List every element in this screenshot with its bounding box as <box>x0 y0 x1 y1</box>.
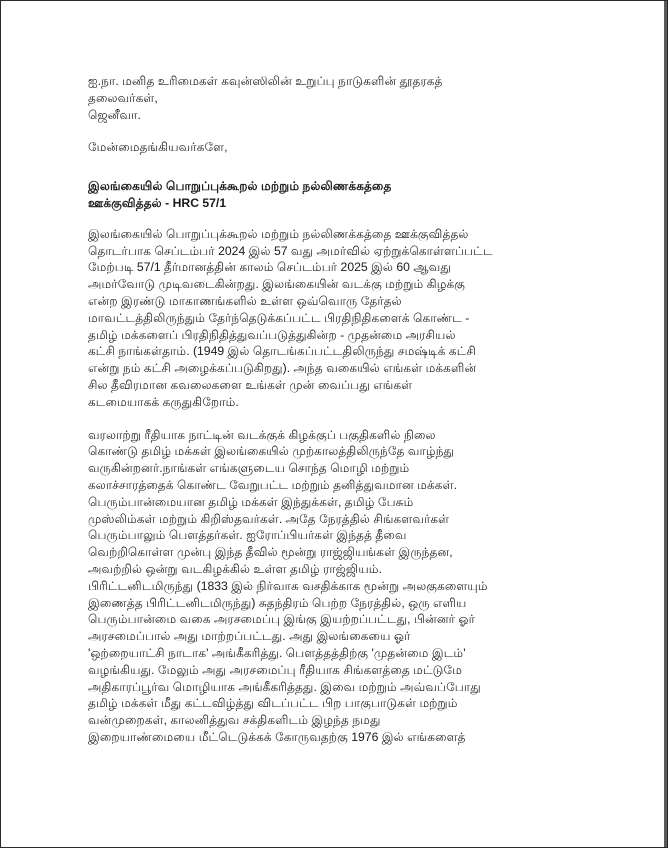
paragraph-2 <box>88 427 608 746</box>
paragraph-line: கொண்டு தமிழ் மக்கள் இலங்கையில் முற்காலத்திலிருந்தே வாழ்ந்து <box>88 444 455 459</box>
paragraph-line: 'ஒற்றையாட்சி நாடாக' அங்கீகரித்து. பௌத்தத்திற்கு 'முதன்மை இடம்' <box>88 645 466 660</box>
address-line: தலைவர்கள், <box>88 90 158 105</box>
address-line: ஐ.நா. மனித உரிமைகள் கவுன்ஸிலின் உறுப்பு நாடுகளின் தூதரகத் <box>88 74 443 88</box>
letter-subject-heading <box>88 178 608 212</box>
paragraph-line: முஸ்லிம்கள் மற்றும் கிறிஸ்தவர்கள். அதே நேரத்தில் சிங்களவர்கள் <box>88 511 450 526</box>
paragraph-line: இலங்கையில் பொறுப்புக்கூறல் மற்றும் நல்லிணக்கத்தை ஊக்குவித்தல் <box>88 226 469 241</box>
paragraph-line: வன்முறைகள், காலனித்துவ சக்திகளிடம் இழந்த நமது <box>88 713 381 728</box>
paragraph-line: இறையாண்மையை மீட்டெடுக்கக் கோருவதற்கு 1976 இல் எங்களைத் <box>88 729 466 744</box>
paragraph-line: அவற்றில் ஒன்று வடகிழக்கில் உள்ள தமிழ் ராஜ்ஜியம். <box>88 561 382 576</box>
address-block <box>88 73 608 123</box>
letter-body <box>88 73 608 746</box>
paragraph-line: பெரும்பான்மையான தமிழ் மக்கள் இந்துக்கள், தமிழ் பேசும் <box>88 494 414 509</box>
paragraph-line: மாவட்டத்திலிருந்தும் தேர்ந்தெடுக்கப்பட்ட பிரதிநிதிகளைக் கொண்ட - <box>88 310 470 325</box>
paragraph-line: சில தீவிரமான கவலைகளை உங்கள் முன் வைப்பது எங்கள் <box>88 377 413 392</box>
paragraph-line: அதிகாரப்பூர்வ மொழியாக அங்கீகரித்தது. இவை மற்றும் அவ்வப்போது <box>88 679 481 694</box>
paragraph-line: கட்சி நாங்கள்தாம். (1949 இல் தொடங்கப்பட்டதிலிருந்து சமஷ்டிக் கட்சி <box>88 344 476 359</box>
paragraph-line: என்ற இரண்டு மாகாணங்களில் உள்ள ஒவ்வொரு தேர்தல் <box>88 293 402 308</box>
heading-line: இலங்கையில் பொறுப்புக்கூறல் மற்றும் நல்லிணக்கத்தை <box>88 179 392 194</box>
paragraph-line: பிரிட்டனிடமிருந்து (1833 இல் நிர்வாக வசதிக்காக மூன்று அலகுகளையும் <box>88 578 488 593</box>
paragraph-line: வருகின்றனர்.நாங்கள் எங்களுடைய சொந்த மொழி மற்றும் <box>88 461 410 476</box>
address-line: ஜெனீவா. <box>88 107 141 122</box>
paragraph-line: வெற்றிகொள்ள முன்பு இந்த தீவில் மூன்று ராஜ்ஜியங்கள் இருந்தன, <box>88 545 453 560</box>
paragraph-line: மேற்படி 57/1 தீர்மானத்தின் காலம் செப்டம்பர் 2025 இல் 60 ஆவது <box>88 260 451 275</box>
paragraph-line: அரசமைப்பால் அது மாற்றப்பட்டது. அது இலங்கையை ஓர் <box>88 629 411 644</box>
paragraph-line: தமிழ் மக்களைப் பிரதிநிதித்துவப்படுத்துகின்ற - முதன்மை அரசியல் <box>88 327 456 342</box>
heading-line: ஊக்குவித்தல் - HRC 57/1 <box>88 195 227 210</box>
paragraph-line: அமர்வோடு முடிவடைகின்றது. இலங்கையின் வடக்கு மற்றும் கிழக்கு <box>88 277 466 292</box>
paragraph-line: தொடர்பாக செப்டம்பர் 2024 இல் 57 வது அமர்வில் ஏற்றுக்கொள்ளப்பட்ட <box>88 243 493 258</box>
paragraph-line: கடமையாகக் கருதுகிறோம். <box>88 394 239 409</box>
paragraph-line: வரலாற்று ரீதியாக நாட்டின் வடக்குக் கிழக்குப் பகுதிகளில் நிலை <box>88 427 436 442</box>
paragraph-line: வழங்கியது. மேலும் அது அரசமைப்பு ரீதியாக சிங்களத்தை மட்டுமே <box>88 662 463 677</box>
paragraph-line: இணைத்த பிரிட்டனிடமிருந்து) சுதந்திரம் பெற்ற நேரத்தில், ஒரு எளிய <box>88 595 467 610</box>
paragraph-line: பெரும்பாலும் பௌத்தர்கள். ஐரோப்பியர்கள் இந்தத் தீவை <box>88 528 407 543</box>
paragraph-line: என்று நம் கட்சி அழைக்கப்படுகிறது). அந்த வகையில் எங்கள் மக்களின் <box>88 361 477 376</box>
paragraph-1 <box>88 226 608 411</box>
paragraph-line: கலாச்சாரத்தைக் கொண்ட வேறுபட்ட மற்றும் தனித்துவமான மக்கள். <box>88 477 457 492</box>
paragraph-line: பெரும்பான்மை வகை அரசமைப்பு இங்கு இயற்றப்பட்டது, பின்னர் ஓர் <box>88 612 476 627</box>
salutation: மேன்மைதங்கியவர்களே, <box>88 140 228 155</box>
paragraph-line: தமிழ் மக்கள் மீது கட்டவிழ்த்து விடப்பட்ட பிற பாகுபாடுகள் மற்றும் <box>88 696 458 711</box>
